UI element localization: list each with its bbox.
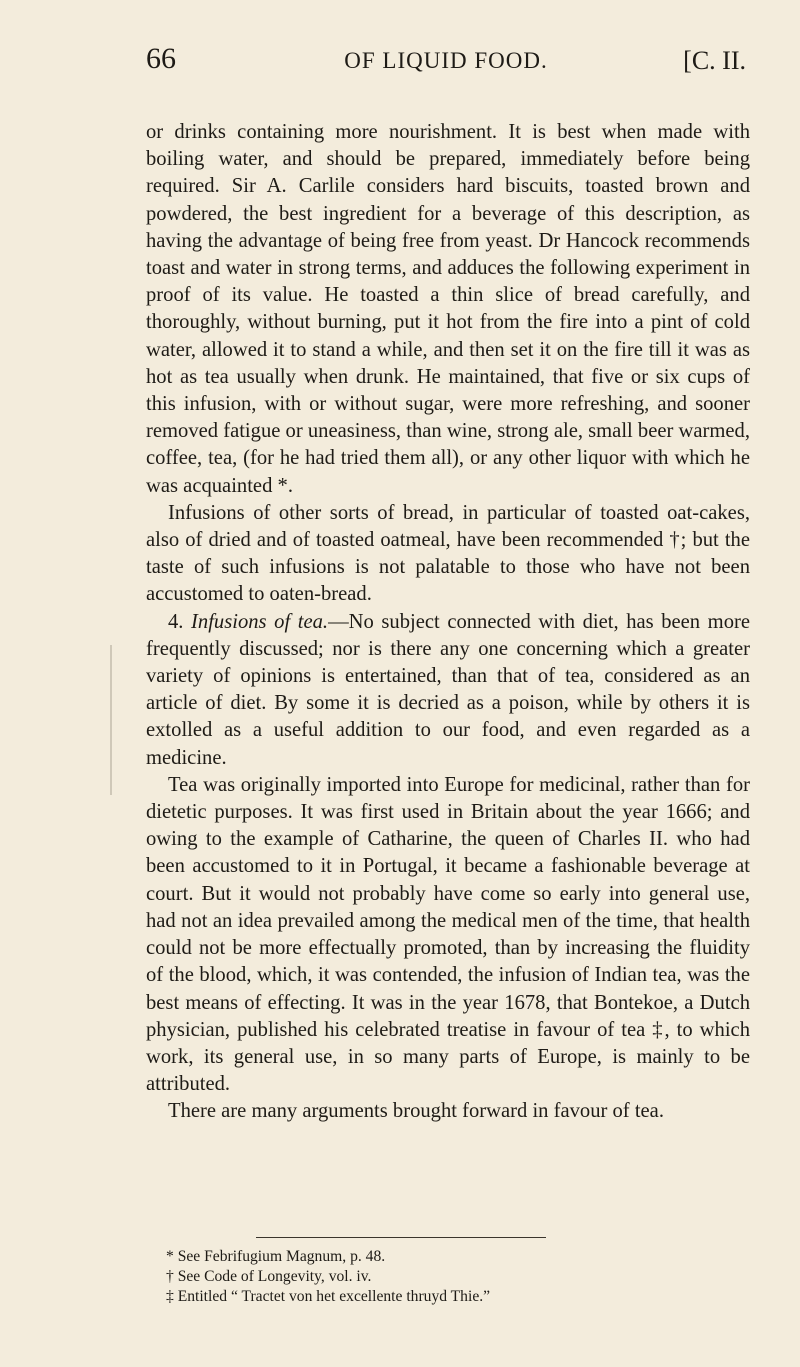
footnotes — [166, 1247, 726, 1307]
section-heading: Infusions of tea. — [191, 610, 329, 633]
chapter-reference: [C. II. — [683, 46, 746, 75]
main-text — [146, 119, 750, 1126]
paragraph: Tea was originally imported into Europe for medicinal, rather than for dietetic purposes. It was first used in Britain about the year 1666; and owing to the example of Catharine, the queen of Charles II. who had been accustomed to it in Portugal, it became a fashionable beverage at court. But it would not probably have come so early into general use, had not an idea prevailed among the medical men of the time, that health could not be more effectually promoted, than by increasing the fluidity of the blood, which, it was contended, the infusion of Indian tea, was the best means of effecting. It was in the year 1678, that Bontekoe, a Dutch physician, published his celebrated treatise in favour of tea ‡, to which work, its general use, in so many parts of Europe, is mainly to be attributed. — [146, 773, 750, 1096]
section-text: —No subject connected with diet, has been more frequently discussed; nor is there any one concerning which a greater variety of opinions is entertained, than that of tea, considered as an article of diet. By some it is decried as a poison, while by others it is extolled as a useful addition to our food, and even regarded as a medicine. — [146, 610, 751, 769]
footnote-divider — [256, 1237, 546, 1238]
paragraph: Infusions of other sorts of bread, in particular of toasted oat-cakes, also of dried and of toasted oatmeal, have been recommended †; but the taste of such infusions is not palatable to those who have not been accustomed to oaten-bread. — [146, 501, 750, 606]
footnote: ‡ Entitled “ Tractet von het excellente thruyd Thie.” — [166, 1288, 491, 1305]
paragraph: or drinks containing more nourishment. It is best when made with boiling water, and should be prepared, immediately before being required. Sir A. Carlile considers hard biscuits, toasted brown and powdered, the best ingredient for a beverage of this description, as having the advantage of being free from yeast. Dr Hancock recommends toast and water in strong terms, and adduces the following experiment in proof of its value. He toasted a thin slice of bread carefully, and thoroughly, without burning, put it hot from the fire into a pint of cold water, allowed it to stand a while, and then set it on the fire till it was as hot as tea usually when drunk. He maintained, that five or six cups of this infusion, with or without sugar, were more refreshing, and sooner removed fatigue or uneasiness, than wine, strong ale, small beer warmed, coffee, tea, (for he had tried them all), or any other liquor with which he was acquainted *. — [146, 121, 750, 497]
section-number: 4. — [168, 610, 184, 633]
show-through-mark — [110, 645, 134, 795]
footnote: * See Febrifugium Magnum, p. 48. — [166, 1248, 386, 1265]
running-title: OF LIQUID FOOD. — [344, 48, 548, 73]
paragraph: There are many arguments brought forward in favour of tea. — [168, 1100, 664, 1123]
page-header — [146, 40, 746, 84]
tea-section-paragraph — [146, 609, 750, 772]
page-number: 66 — [146, 42, 176, 75]
footnote: † See Code of Longevity, vol. iv. — [166, 1268, 372, 1285]
